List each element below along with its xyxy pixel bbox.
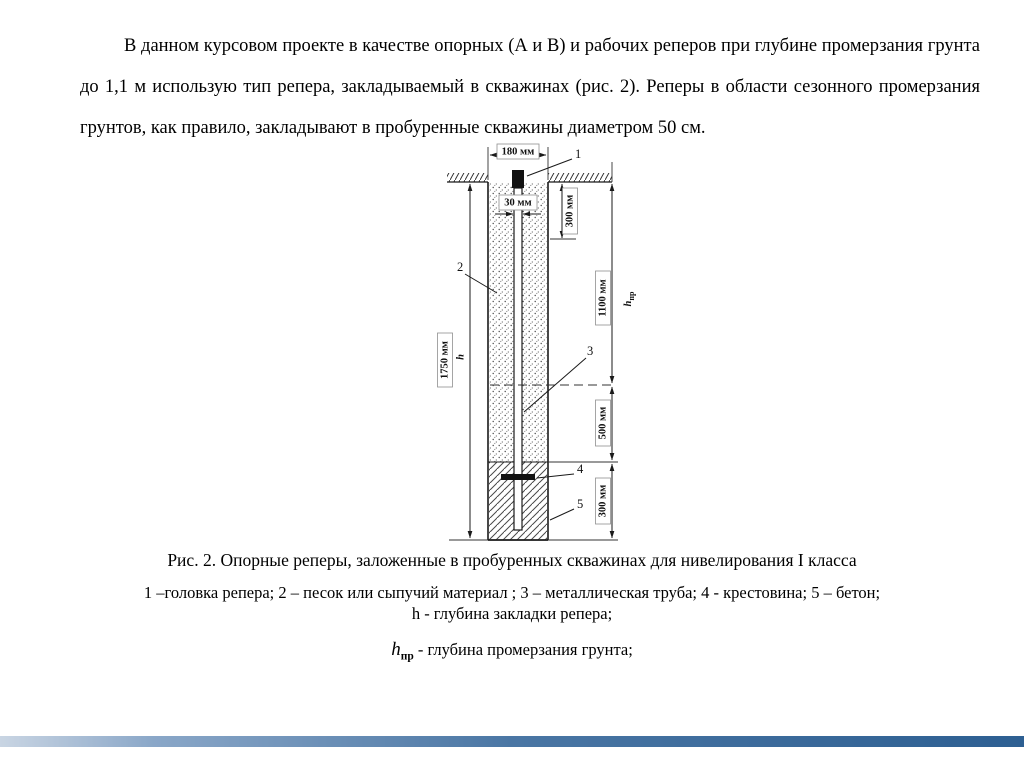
dim-label-head-depth: [563, 188, 578, 234]
hpr-subscript: пр: [626, 291, 636, 301]
benchmark-head: [512, 170, 524, 188]
dim-text-pipe-width: 30 мм: [504, 197, 532, 209]
dim-label-hpr: [623, 291, 636, 306]
legend-line-2: h - глубина закладки репера;: [411, 604, 613, 623]
figure-caption: Рис. 2. Опорные реперы, заложенные в пробуренных скважинах для нивелирования I класса: [167, 550, 857, 570]
frost-text: - глубина промерзания грунта;: [417, 640, 633, 659]
dim-text-mid: 500 мм: [597, 406, 609, 440]
ground-hatch-left: [447, 173, 488, 182]
dim-label-top-width: [497, 144, 539, 159]
dim-label-total: [438, 333, 453, 387]
ground-hatch-right: [548, 173, 612, 182]
dim-text-hpr: [623, 291, 636, 306]
dim-text-total: 1750 мм: [439, 341, 451, 379]
dim-label-frost-depth: [596, 271, 611, 325]
dim-text-top-width: 180 мм: [501, 146, 535, 158]
footer-accent-bar: [0, 736, 1024, 747]
dim-text-head-depth: 300 мм: [564, 194, 576, 228]
figure-legend: [0, 582, 1024, 624]
hpr-symbol: h: [622, 300, 634, 307]
dim-text-bottom: 300 мм: [597, 484, 609, 518]
crosspiece: [501, 474, 535, 480]
frost-symbol: h: [391, 639, 401, 660]
dim-label-mid: [596, 400, 611, 446]
dim-label-bottom: [596, 478, 611, 524]
frost-note: [0, 639, 1024, 662]
paragraph: В данном курсовом проекте в качестве опорных (А и В) и рабочих реперов при глубине промерзания грунта до 1,1 м использую тип репера, закладываемый в скважинах (рис. 2). Реперы в области сезонного промерзания грунтов, как правило, закладывают в пробуренные скважины диаметром 50 см.: [80, 36, 980, 138]
callout-2: 2: [457, 260, 464, 274]
ground-surface: [447, 173, 612, 182]
benchmark-diagram: [420, 138, 682, 552]
dim-text-h: h: [455, 354, 467, 360]
dim-label-pipe-width: [499, 195, 537, 210]
callout-5-leader: [550, 509, 574, 520]
frost-subscript: пр: [400, 650, 414, 663]
legend-line-1: 1 –головка репера; 2 – песок или сыпучий материал ; 3 – металлическая труба; 4 - крестовина; 5 – бетон;: [143, 583, 881, 602]
callout-3: 3: [587, 344, 594, 358]
callout-1: 1: [575, 147, 582, 161]
callout-4: 4: [577, 462, 584, 476]
dim-label-h: [456, 354, 467, 360]
callout-5: 5: [577, 497, 584, 511]
dim-text-frost-depth: 1100 мм: [597, 279, 609, 317]
